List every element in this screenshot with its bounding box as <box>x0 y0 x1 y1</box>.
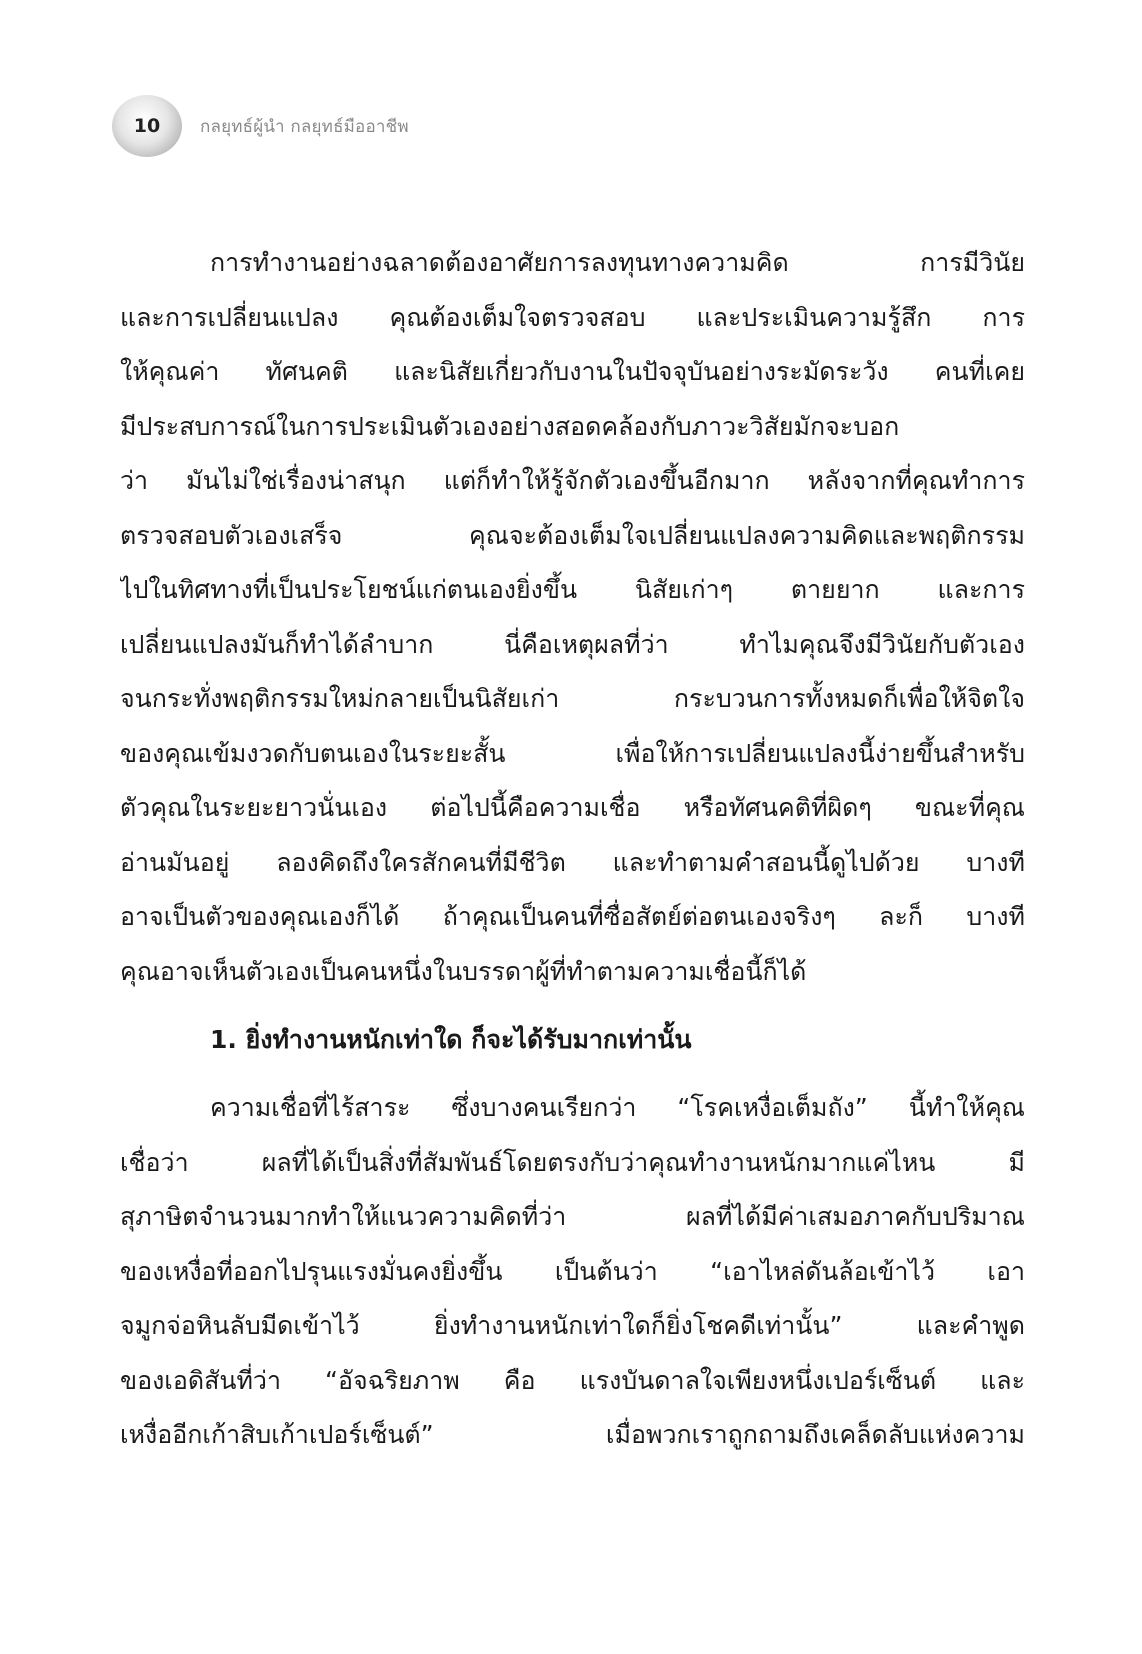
text-line: เปลี่ยนแปลงมันก็ทำได้ลำบาก นี่คือเหตุผลที่ว่า ทำไมคุณจึงมีวินัยกับตัวเอง <box>120 629 1025 659</box>
text-line: ความเชื่อที่ไร้สาระ ซึ่งบางคนเรียกว่า “โรคเหงื่อเต็มถัง” นี้ทำให้คุณ <box>210 1093 1025 1122</box>
text-line: อาจเป็นตัวของคุณเองก็ได้ ถ้าคุณเป็นคนที่ซื่อสัตย์ต่อตนเองจริงๆ ละก็ บางที <box>120 902 1025 931</box>
text-line: มีประสบการณ์ในการประเมินตัวเองอย่างสอดคล้องกับภาวะวิสัยมักจะบอก <box>120 411 900 441</box>
section-heading: 1. ยิ่งทำงานหนักเท่าใด ก็จะได้รับมากเท่านั้น <box>210 1025 692 1054</box>
text-line: คุณอาจเห็นตัวเองเป็นคนหนึ่งในบรรดาผู้ที่ทำตามความเชื่อนี้ก็ได้ <box>120 956 807 986</box>
page-number-badge <box>112 95 182 157</box>
text-line: ของคุณเข้มงวดกับตนเองในระยะสั้น เพื่อให้การเปลี่ยนแปลงนี้ง่ายขึ้นสำหรับ <box>120 738 1025 768</box>
page-body <box>120 236 1025 1463</box>
text-line: จมูกจ่อหินลับมีดเข้าไว้ ยิ่งทำงานหนักเท่าใดก็ยิ่งโชคดีเท่านั้น” และคำพูด <box>120 1311 1025 1340</box>
text-line: ตัวคุณในระยะยาวนั่นเอง ต่อไปนี้คือความเชื่อ หรือทัศนคติที่ผิดๆ ขณะที่คุณ <box>120 793 1025 822</box>
text-line: เหงื่ออีกเก้าสิบเก้าเปอร์เซ็นต์” เมื่อพวกเราถูกถามถึงเคล็ดลับแห่งความ <box>120 1420 1025 1449</box>
page-header <box>112 96 409 156</box>
paragraph-1 <box>120 236 1025 999</box>
text-line: อ่านมันอยู่ ลองคิดถึงใครสักคนที่มีชีวิต และทำตามคำสอนนี้ดูไปด้วย บางที <box>120 847 1025 877</box>
running-title: กลยุทธ์ผู้นำ กลยุทธ์มืออาชีพ <box>200 116 409 137</box>
text-line: ตรวจสอบตัวเองเสร็จ คุณจะต้องเต็มใจเปลี่ยนแปลงความคิดและพฤติกรรม <box>120 520 1025 550</box>
text-line: ให้คุณค่า ทัศนคติ และนิสัยเกี่ยวกับงานในปัจจุบันอย่างระมัดระวัง คนที่เคย <box>120 357 1025 386</box>
text-line: และการเปลี่ยนแปลง คุณต้องเต็มใจตรวจสอบ และประเมินความรู้สึก การ <box>120 302 1025 332</box>
text-line: จนกระทั่งพฤติกรรมใหม่กลายเป็นนิสัยเก่า กระบวนการทั้งหมดก็เพื่อให้จิตใจ <box>120 684 1025 713</box>
page-number: 10 <box>133 115 161 137</box>
paragraph-2 <box>120 1081 1025 1463</box>
text-line: การทำงานอย่างฉลาดต้องอาศัยการลงทุนทางความคิด การมีวินัย <box>210 248 1025 277</box>
text-line: สุภาษิตจำนวนมากทำให้แนวความคิดที่ว่า ผลที่ได้มีค่าเสมอภาคกับปริมาณ <box>120 1202 1025 1231</box>
text-line: ไปในทิศทางที่เป็นประโยชน์แก่ตนเองยิ่งขึ้น นิสัยเก่าๆ ตายยาก และการ <box>120 575 1025 604</box>
text-line: เชื่อว่า ผลที่ได้เป็นสิ่งที่สัมพันธ์โดยตรงกับว่าคุณทำงานหนักมากแค่ไหน มี <box>120 1147 1025 1177</box>
text-line: ว่า มันไม่ใช่เรื่องน่าสนุก แต่ก็ทำให้รู้จักตัวเองขึ้นอีกมาก หลังจากที่คุณทำการ <box>120 466 1025 495</box>
text-line: ของเอดิสันที่ว่า “อัจฉริยภาพ คือ แรงบันดาลใจเพียงหนึ่งเปอร์เซ็นต์ และ <box>120 1365 1025 1395</box>
text-line: ของเหงื่อที่ออกไปรุนแรงมั่นคงยิ่งขึ้น เป็นต้นว่า “เอาไหล่ดันล้อเข้าไว้ เอา <box>120 1256 1025 1286</box>
